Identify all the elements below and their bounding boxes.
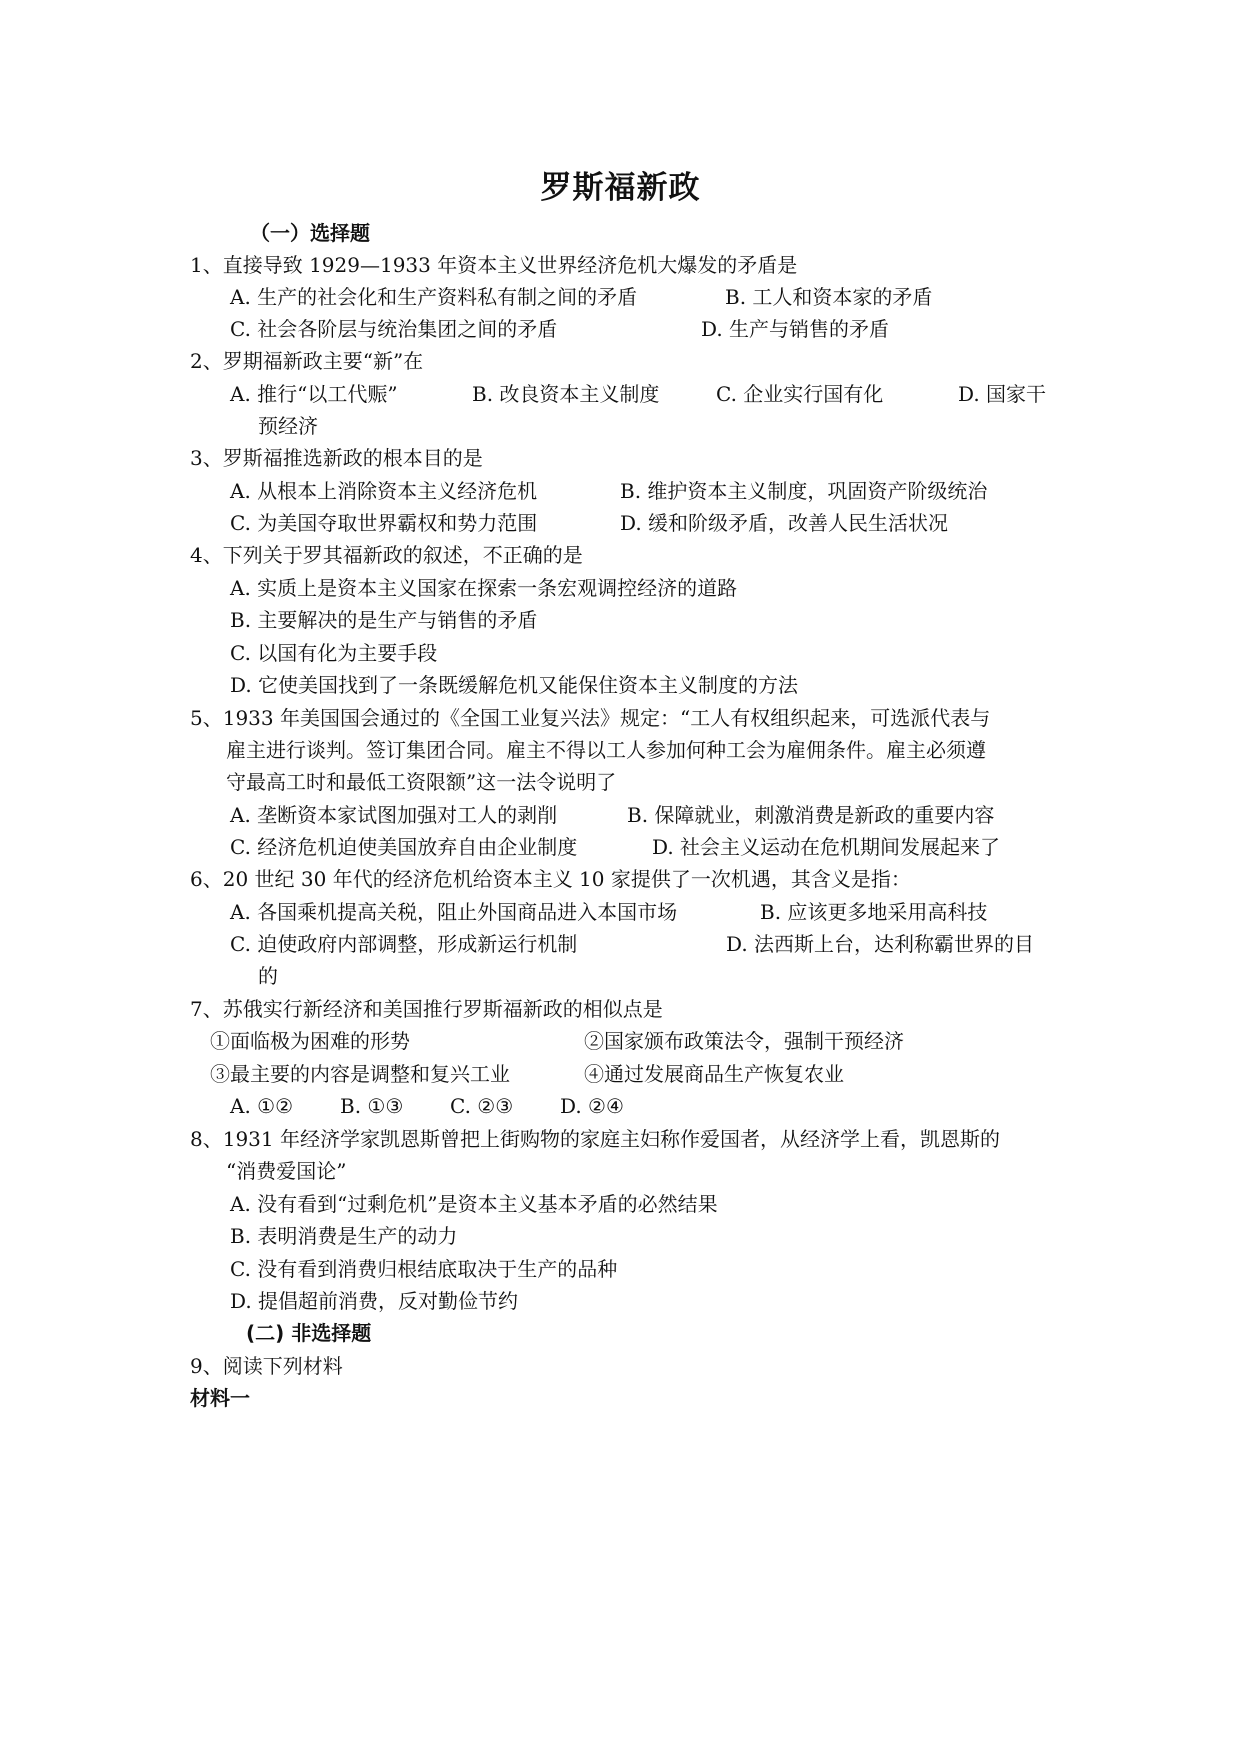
question-4-option-d: D. 它使美国找到了一条既缓解危机又能保住资本主义制度的方法 <box>230 673 799 697</box>
question-7-item-1: ①面临极为困难的形势 <box>210 1029 410 1053</box>
question-9-stem: 9、阅读下列材料 <box>190 1354 343 1378</box>
question-8-option-b: B. 表明消费是生产的动力 <box>230 1224 458 1248</box>
question-5-option-b: B. 保障就业，刺激消费是新政的重要内容 <box>627 803 995 827</box>
question-5-option-c: C. 经济危机迫使美国放弃自由企业制度 <box>230 835 578 859</box>
question-7-item-4: ④通过发展商品生产恢复农业 <box>584 1062 844 1086</box>
question-2-option-a: A. 推行“以工代赈” <box>230 382 398 406</box>
question-1-option-b: B. 工人和资本家的矛盾 <box>725 285 933 309</box>
question-5-stem-line-2: 雇主进行谈判。签订集团合同。雇主不得以工人参加何种工会为雇佣条件。雇主必须遵 <box>226 738 986 762</box>
question-6-option-b: B. 应该更多地采用高科技 <box>760 900 988 924</box>
question-5-option-a: A. 垄断资本家试图加强对工人的剥削 <box>230 803 558 827</box>
question-2-stem: 2、罗期福新政主要“新”在 <box>190 349 424 373</box>
section-heading-choice: （一）选择题 <box>250 221 370 245</box>
question-8-stem-line-1: 8、1931 年经济学家凯恩斯曾把上街购物的家庭主妇称作爱国者，从经济学上看，凯恩斯的 <box>190 1127 1000 1151</box>
question-3-option-c: C. 为美国夺取世界霸权和势力范围 <box>230 511 538 535</box>
question-7-stem: 7、苏俄实行新经济和美国推行罗斯福新政的相似点是 <box>190 997 663 1021</box>
question-4-option-a: A. 实质上是资本主义国家在探索一条宏观调控经济的道路 <box>230 576 738 600</box>
question-3-option-a: A. 从根本上消除资本主义经济危机 <box>230 479 538 503</box>
question-1-option-d: D. 生产与销售的矛盾 <box>701 317 890 341</box>
question-7-option-a: A. ①② <box>230 1094 294 1118</box>
question-8-option-a: A. 没有看到“过剩危机”是资本主义基本矛盾的必然结果 <box>230 1192 718 1216</box>
question-1-stem: 1、直接导致 1929—1933 年资本主义世界经济危机大爆发的矛盾是 <box>190 253 798 277</box>
section-heading-non-choice: (二) 非选择题 <box>246 1321 372 1345</box>
question-6-stem: 6、20 世纪 30 年代的经济危机给资本主义 10 家提供了一次机遇，其含义是指： <box>190 867 911 891</box>
question-8-stem-line-2: “消费爱国论” <box>226 1159 347 1183</box>
question-4-option-b: B. 主要解决的是生产与销售的矛盾 <box>230 608 538 632</box>
question-2-option-c: C. 企业实行国有化 <box>716 382 884 406</box>
question-6-option-d: D. 法西斯上台，达利称霸世界的目 <box>726 932 1035 956</box>
question-4-option-c: C. 以国有化为主要手段 <box>230 641 438 665</box>
question-7-option-d: D. ②④ <box>560 1094 624 1118</box>
question-2-option-d-continued: 预经济 <box>258 414 318 438</box>
question-1-option-c: C. 社会各阶层与统治集团之间的矛盾 <box>230 317 558 341</box>
question-5-stem-line-1: 5、1933 年美国国会通过的《全国工业复兴法》规定：“工人有权组织起来，可选派代表与 <box>190 706 991 730</box>
question-2-option-b: B. 改良资本主义制度 <box>472 382 660 406</box>
question-1-option-a: A. 生产的社会化和生产资料私有制之间的矛盾 <box>230 285 638 309</box>
question-4-stem: 4、下列关于罗其福新政的叙述，不正确的是 <box>190 543 583 567</box>
question-5-stem-line-3: 守最高工时和最低工资限额”这一法令说明了 <box>226 770 617 794</box>
question-6-option-d-continued: 的 <box>258 964 278 988</box>
question-7-item-3: ③最主要的内容是调整和复兴工业 <box>210 1062 510 1086</box>
question-3-option-d: D. 缓和阶级矛盾，改善人民生活状况 <box>620 511 949 535</box>
question-7-option-c: C. ②③ <box>450 1094 514 1118</box>
question-3-stem: 3、罗斯福推选新政的根本目的是 <box>190 446 483 470</box>
material-1-label: 材料一 <box>190 1386 250 1410</box>
question-6-option-c: C. 迫使政府内部调整，形成新运行机制 <box>230 932 578 956</box>
question-2-option-d: D. 国家干 <box>958 382 1047 406</box>
question-6-option-a: A. 各国乘机提高关税，阻止外国商品进入本国市场 <box>230 900 678 924</box>
question-5-option-d: D. 社会主义运动在危机期间发展起来了 <box>652 835 1001 859</box>
question-8-option-d: D. 提倡超前消费，反对勤俭节约 <box>230 1289 519 1313</box>
question-3-option-b: B. 维护资本主义制度，巩固资产阶级统治 <box>620 479 988 503</box>
question-7-item-2: ②国家颁布政策法令，强制干预经济 <box>584 1029 904 1053</box>
question-8-option-c: C. 没有看到消费归根结底取决于生产的品种 <box>230 1257 618 1281</box>
question-7-option-b: B. ①③ <box>340 1094 404 1118</box>
page-title: 罗斯福新政 <box>540 170 701 206</box>
